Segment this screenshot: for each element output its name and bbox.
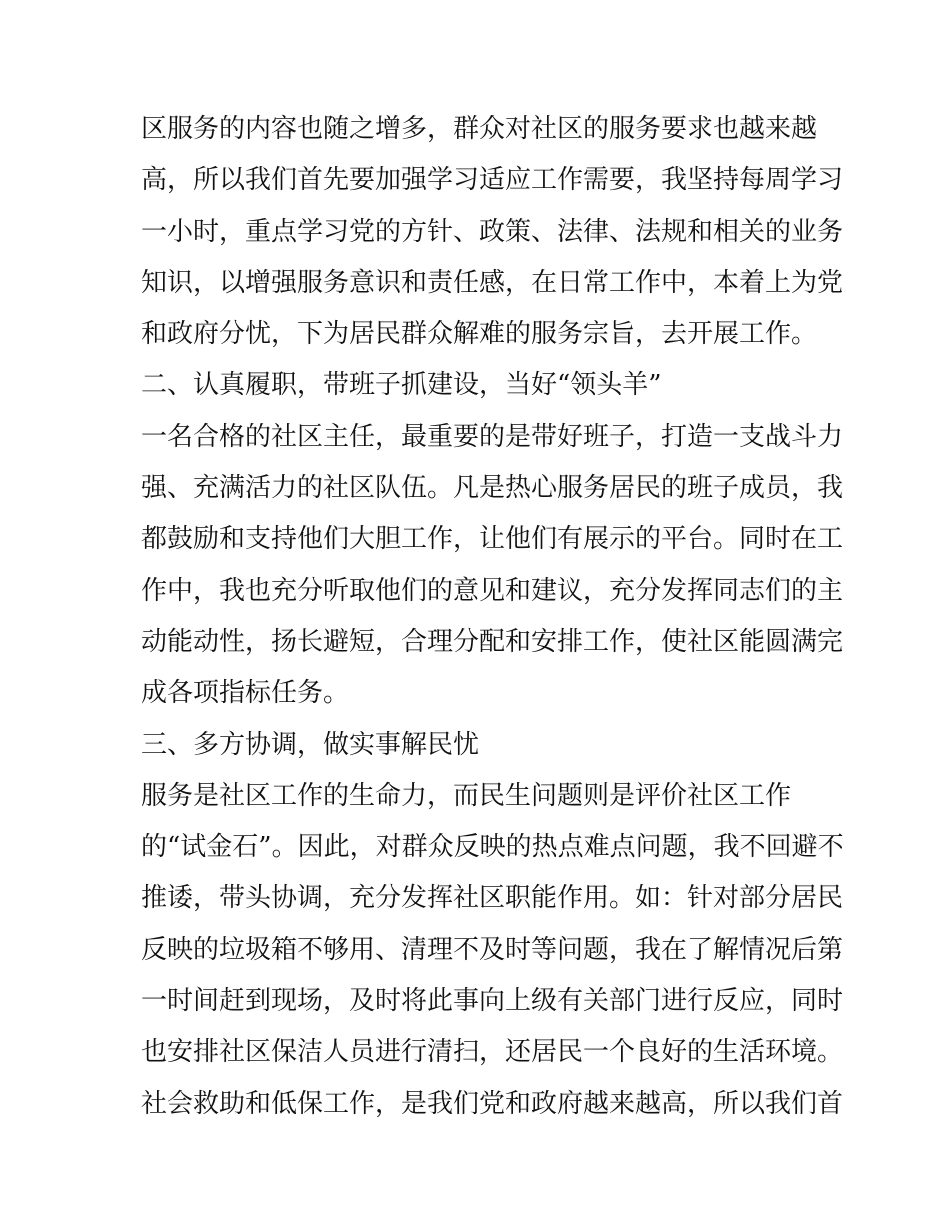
document-body xyxy=(141,104,844,1130)
text-line: 也安排社区保洁人员进行清扫，还居民一个良好的生活环境。 xyxy=(141,1037,844,1068)
text-line: 一时间赶到现场，及时将此事向上级有关部门进行反应，同时 xyxy=(141,986,844,1017)
section-heading-2: 二、认真履职，带班子抓建设，当好“领头羊” xyxy=(141,370,662,401)
text-line: 强、充满活力的社区队伍。凡是热心服务居民的班子成员，我 xyxy=(141,473,844,504)
section-heading-3: 三、多方协调，做实事解民忧 xyxy=(141,729,480,760)
text-line: 社会救助和低保工作，是我们党和政府越来越高，所以我们首 xyxy=(141,1088,844,1119)
text-line: 的“试金石”。因此，对群众反映的热点难点问题，我不回避不 xyxy=(141,832,844,863)
text-line: 成各项指标任务。 xyxy=(141,678,350,709)
text-line: 推诿，带头协调，充分发挥社区职能作用。如：针对部分居民 xyxy=(141,883,844,914)
text-line: 都鼓励和支持他们大胆工作，让他们有展示的平台。同时在工 xyxy=(141,524,844,555)
text-line: 动能动性，扬长避短，合理分配和安排工作，使社区能圆满完 xyxy=(141,626,844,657)
text-line: 服务是社区工作的生命力，而民生问题则是评价社区工作 xyxy=(141,780,792,811)
text-line: 高，所以我们首先要加强学习适应工作需要，我坚持每周学习 xyxy=(141,165,844,196)
text-line: 一名合格的社区主任，最重要的是带好班子，打造一支战斗力 xyxy=(141,421,844,452)
text-line: 和政府分忧，下为居民群众解难的服务宗旨，去开展工作。 xyxy=(141,319,818,350)
text-line: 知识，以增强服务意识和责任感，在日常工作中，本着上为党 xyxy=(141,267,844,298)
text-line: 一小时，重点学习党的方针、政策、法律、法规和相关的业务 xyxy=(141,216,844,247)
text-line: 作中，我也充分听取他们的意见和建议，充分发挥同志们的主 xyxy=(141,575,844,606)
text-line: 反映的垃圾箱不够用、清理不及时等问题，我在了解情况后第 xyxy=(141,934,844,965)
text-line: 区服务的内容也随之增多，群众对社区的服务要求也越来越 xyxy=(141,114,818,144)
